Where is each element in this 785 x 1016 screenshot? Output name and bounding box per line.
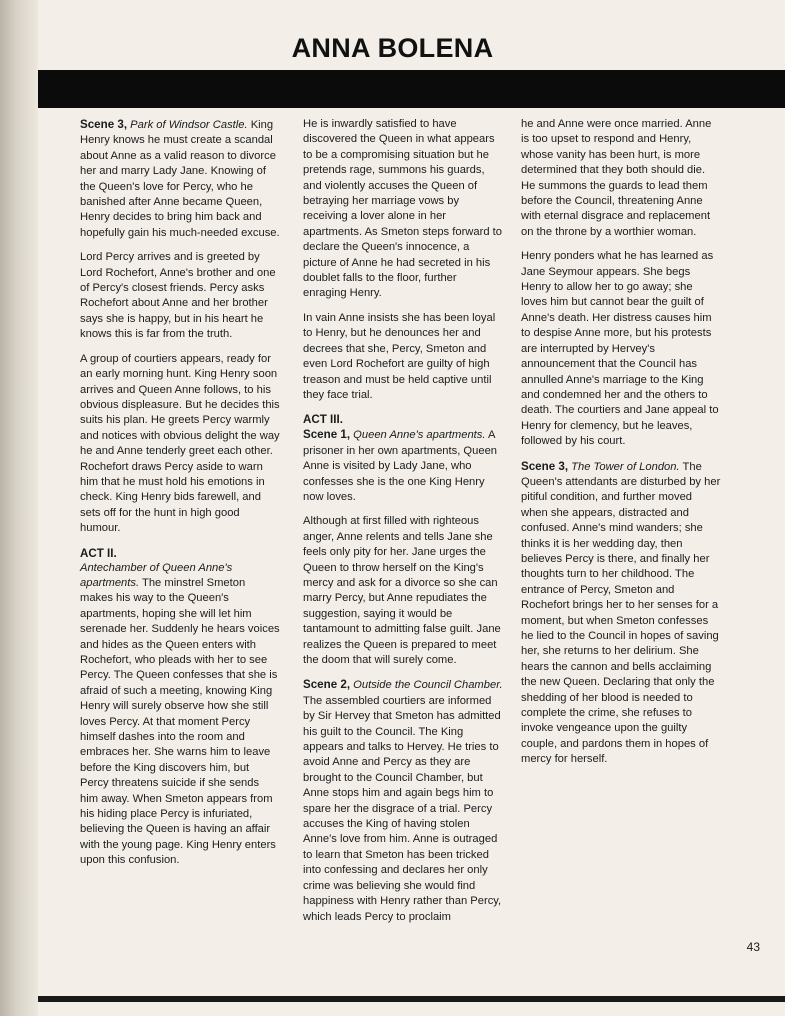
act-heading: ACT II. — [80, 546, 117, 560]
page-number: 43 — [746, 940, 760, 954]
paragraph-text: The minstrel Smeton makes his way to the Queen's apartments, hoping she will let him serenade her. Suddenly he hears voices and hides as the Queen enters with Rochefort, who pleads with her to see Percy. The Queen confesses that she is afraid of such a meeting, knowing King Henry will surely observe how she still loves Percy. At that moment Percy himself dashes into the room and embraces her. She warns him to leave before the King discovers him, but Percy threatens suicide if she sends him away. When Smeton appears from his hiding place Percy is infuriated, believing the Queen is having an affair with the young page. King Henry enters upon this confusion. — [80, 576, 280, 867]
paragraph-text: Henry ponders what he has learned as Jane Seymour appears. She begs Henry to allow her to go away; she loves him but cannot bear the guilt of Anne's death. Her distress causes him to despise Anne more, but his protests are interrupted by Hervey's announcement that the Council has annulled Anne's marriage to the King and condemned her and the others to death. The courtiers and Jane appeal to Henry for clemency, but he leaves, followed by his court. — [521, 250, 719, 448]
paragraph-text: He is inwardly satisfied to have discovered the Queen in what appears to be a compromising situation but he pretends rage, summons his guards, and violently accuses the Queen of betraying her marriage vows by receiving a lover alone in her apartments. As Smeton steps forward to declare the Queen's innocence, a picture of Anne he had secreted in his doublet falls to the floor, further enraging Henry. — [303, 118, 502, 300]
synopsis-paragraph — [80, 561, 280, 869]
synopsis-paragraph — [303, 514, 503, 668]
scene-label: Scene 3, — [521, 459, 569, 473]
scene-label: Scene 3, — [80, 118, 128, 131]
header-band — [38, 70, 785, 108]
synopsis-paragraph — [80, 250, 280, 342]
page-bottom-edge — [38, 996, 785, 1002]
paragraph-text: Lord Percy arrives and is greeted by Lord Rochefort, Anne's brother and one of Percy's closest friends. Percy asks Rochefort about Anne and her brother says she is happy, but in his heart he knows this is far from the truth. — [80, 251, 276, 341]
scene-setting: The Tower of London. — [571, 460, 680, 473]
act-heading: ACT III. — [303, 413, 343, 427]
book-spine-shadow — [0, 0, 38, 1016]
synopsis-paragraph — [80, 352, 280, 537]
synopsis-paragraph — [303, 427, 503, 505]
text-column-3 — [521, 117, 721, 777]
synopsis-paragraph — [303, 677, 503, 925]
paragraph-text: The assembled courtiers are informed by Sir Hervey that Smeton has admitted his guilt to the Council. The King appears and talks to Hervey. He tries to avoid Anne and Percy as they are brought to the Council Chamber, but Anne stops him and again begs him to spare her the disgrace of a trial. Percy accuses the King of having stolen Anne's love from him. Anne is outraged to learn that Smeton has been tricked into confessing and declares her only crime was believing she would find happiness with Henry rather than Percy, which leads Percy to proclaim — [303, 694, 502, 923]
paragraph-text: King Henry knows he must create a scandal about Anne as a valid reason to divorce her and marry Lady Jane. Knowing of the Queen's love for Percy, who he banished after Anne became Queen, Henry decides to bring him back and hopefully gain his much-needed excuse. — [80, 119, 280, 239]
scene-label: Scene 2, — [303, 678, 351, 692]
synopsis-paragraph — [303, 117, 503, 302]
scene-label: Scene 1, — [303, 428, 351, 442]
synopsis-paragraph — [80, 117, 280, 241]
synopsis-paragraph — [521, 249, 721, 449]
paragraph-text: The Queen's attendants are disturbed by her pitiful condition, and further moved when she appears, distracted and confused. Anne's mind wanders; she thinks it is her wedding day, then believes Percy is there, and finally her thoughts turn to her childhood. The entrance of Percy, Smeton and Rochefort brings her to her senses for a moment, but when Smeton confesses he lied to the Council in hopes of saving her, she returns to her delirium. She hears the cannon and bells acclaiming the new Queen. Declaring that only the shedding of her blood is needed to complete the crime, she refuses to invoke vengeance upon the guilty couple, and pardons them in hopes of mercy for herself. — [521, 460, 721, 766]
text-column-1 — [80, 117, 280, 878]
paragraph-text: In vain Anne insists she has been loyal to Henry, but he denounces her and decrees that she, Percy, Smeton and even Lord Rochefort are guilty of high treason and must be held captive until they face trial. — [303, 311, 496, 401]
paragraph-text: A prisoner in her own apartments, Queen Anne is visited by Lady Jane, who confesses she is the one King Henry now loves. — [303, 429, 498, 503]
scene-setting: Outside the Council Chamber. — [353, 679, 503, 692]
synopsis-paragraph — [521, 117, 721, 240]
synopsis-paragraph — [303, 311, 503, 403]
scene-setting: Antechamber of Queen Anne's apartments. — [80, 561, 233, 589]
paragraph-text: he and Anne were once married. Anne is too upset to respond and Henry, whose vanity has been hurt, is more determined that they both should die. He summons the guards to lead them before the Council, threatening Anne with eternal disgrace and replacement on the throne by a worthier woman. — [521, 118, 712, 238]
page-title: ANNA BOLENA — [291, 33, 494, 63]
text-column-2 — [303, 117, 503, 934]
scene-setting: Park of Windsor Castle. — [130, 119, 248, 131]
synopsis-paragraph — [521, 459, 721, 768]
paragraph-text: Although at first filled with righteous anger, Anne relents and tells Jane she feels only pity for her. Jane urges the Queen to throw herself on the King's mercy and ask for a divorce so she can marry Percy, but Anne repudiates the suggestion, saying it would be tantamount to admitting false guilt. Jane realizes the Queen is prepared to meet the doom that will surely come. — [303, 515, 501, 666]
scene-setting: Queen Anne's apartments. — [353, 429, 486, 442]
paragraph-text: A group of courtiers appears, ready for an early morning hunt. King Henry soon arrives and Queen Anne follows, to his obvious displeasure. But he decides this suits his plan. He greets Percy warmly and notices with obvious delight the way he and Anne tenderly greet each other. Rochefort draws Percy aside to warn him that he must hold his emotions in check. King Henry bids farewell, and sets off for the hunt in high good humour. — [80, 352, 280, 535]
